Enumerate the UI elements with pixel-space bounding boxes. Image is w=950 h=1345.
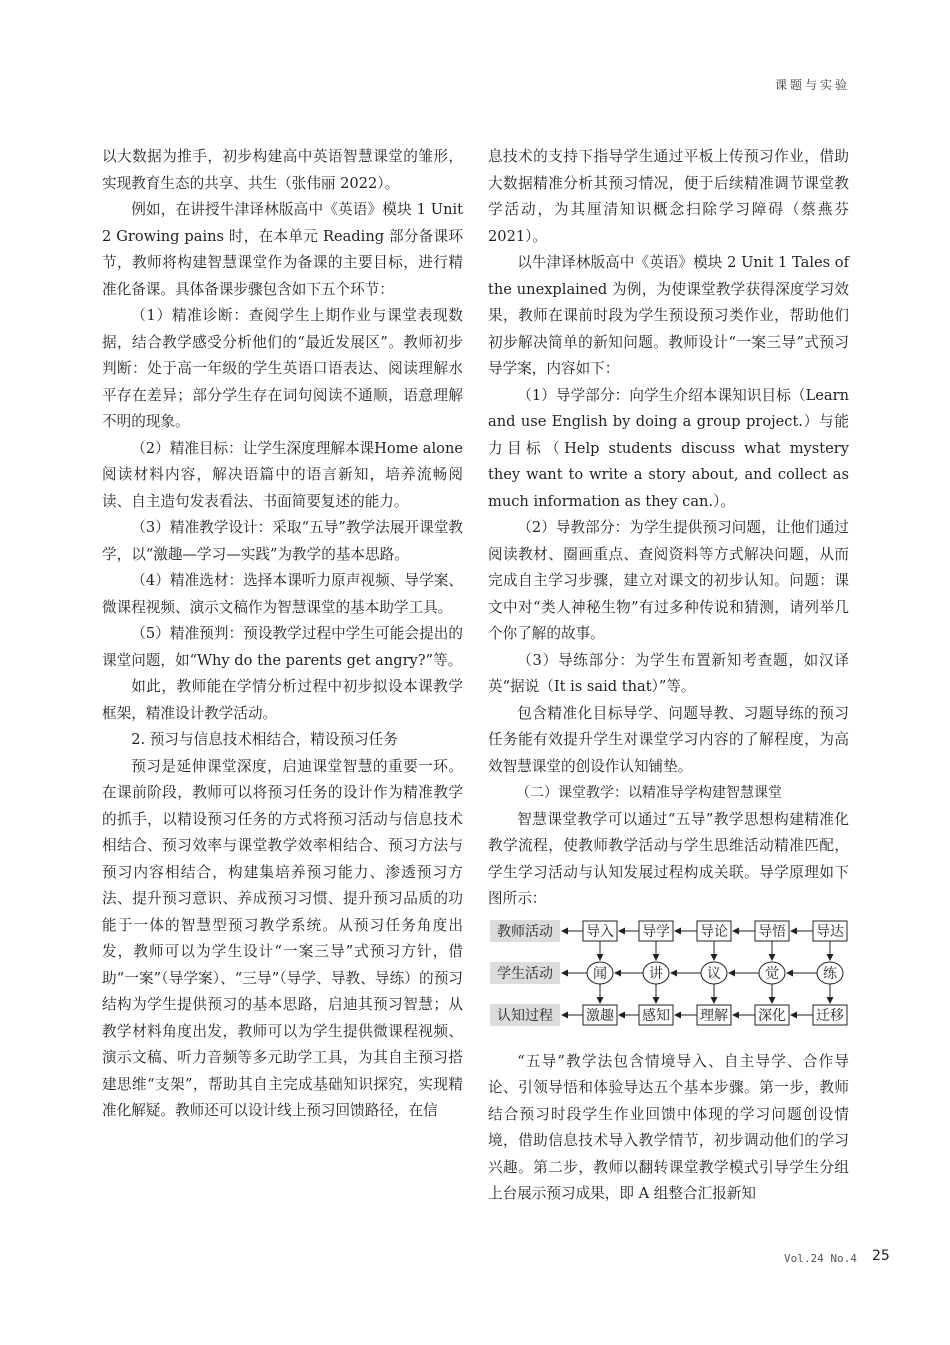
paragraph: （2）导教部分：为学生提供预习问题，让他们通过阅读教材、圈画重点、查阅资料等方式解决问题，从而完成自主学习步骤，建立对课文的初步认知。问题：课文中对“类人神秘生物”有过多种传说和猜测，请列举几个你了解的故事。	[488, 519, 849, 642]
paragraph: （2）精准目标：让学生深度理解本课Home alone 阅读材料内容，解决语篇中的语言新知，培养流畅阅读、自主造句发表看法、书面简要复述的能力。	[102, 439, 463, 510]
row-label: 学生活动	[497, 965, 553, 982]
paragraph: 智慧课堂教学可以通过“五导”教学思想构建精准化教学流程，使教师教学活动与学生思维活动精准匹配，学生学习活动与认知发展过程构成关联。导学原理如下图所示：	[488, 810, 849, 907]
page-number: 25	[872, 1248, 890, 1264]
paragraph: （1）导学部分：向学生介绍本课知识目标（Learn and use English by doing a group project.）与能力目标（Help students discuss what mystery they want to write a story about, and collect as much information as they can.）。	[488, 386, 849, 510]
paragraph: 以牛津译林版高中《英语》模块 2 Unit 1 Tales of the unexplained 为例，为使课堂教学获得深度学习效果，教师在课前时段为学生预设预习类作业，帮助他们初步解决简单的新知问题。教师设计“一案三导”式预习导学案，内容如下：	[488, 254, 849, 377]
node-label: 迁移	[816, 1007, 844, 1024]
left-column	[102, 144, 463, 1125]
node-label: 导达	[816, 923, 844, 940]
node-label: 导入	[586, 923, 614, 940]
node-label: 导悟	[758, 923, 786, 940]
section-header: 课题与实验	[774, 78, 850, 92]
paragraph: （3）精准教学设计：采取“五导”教学法展开课堂教学，以“激趣—学习—实践”为教学的基本思路。	[102, 519, 463, 563]
row-label: 教师活动	[497, 923, 553, 940]
volume-number: Vol.24 No.4	[784, 1252, 857, 1265]
right-column	[488, 144, 849, 1208]
node-label: 感知	[642, 1007, 670, 1024]
paragraph: “五导”教学法包含情境导入、自主导学、合作导论、引领导悟和体验导达五个基本步骤。第一步，教师结合预习时段学生作业回馈中体现的学习问题创设情境，借助信息技术导入教学情节，初步调动他们的学习兴趣。第二步，教师以翻转课堂教学模式引导学生分组上台展示预习成果，即 A 组整合汇报新知	[488, 1052, 849, 1202]
five-guide-diagram	[488, 919, 849, 1035]
paragraph: 如此，教师能在学情分析过程中初步拟设本课教学框架，精准设计教学活动。	[102, 678, 463, 722]
node-label: 练	[823, 965, 837, 982]
diagram-svg	[488, 919, 849, 1035]
node-label: 激趣	[586, 1007, 614, 1024]
subsection-heading: （二）课堂教学：以精准导学构建智慧课堂	[516, 785, 782, 801]
node-label: 觉	[765, 965, 779, 982]
node-label: 讲	[649, 965, 663, 982]
paragraph: 预习是延伸课堂深度，启迪课堂智慧的重要一环。在课前阶段，教师可以将预习任务的设计作为精准教学的抓手，以精设预习任务的方式将预习活动与信息技术相结合、预习效率与课堂教学效率相结合、预习方法与预习内容相结合，构建集培养预习能力、渗透预习方法、提升预习意识、养成预习习惯、提升预习品质的功能于一体的智慧型预习教学系统。从预习任务角度出发，教师可以为学生设计“一案三导”式预习方针，借助“一案”（导学案）、“三导”（导学、导教、导练）的预习结构为学生提供预习的基本思路，启迪其预习智慧；从教学材料角度出发，教师可以为学生提供微课程视频、演示文稿、听力音频等多元助学工具，为其自主预习搭建思维“支架”，帮助其自主完成基础知识探究，实现精准化解疑。教师还可以设计线上预习回馈路径，在信	[102, 757, 463, 1119]
row-label: 认知过程	[497, 1007, 553, 1024]
node-label: 导学	[642, 923, 670, 940]
paragraph: （4）精准选材：选择本课听力原声视频、导学案、微课程视频、演示文稿作为智慧课堂的基本助学工具。	[102, 572, 463, 616]
node-label: 导论	[700, 923, 728, 940]
section-heading: 2. 预习与信息技术相结合，精设预习任务	[131, 731, 398, 748]
paragraph: 以大数据为推手，初步构建高中英语智慧课堂的雏形，实现教育生态的共享、共生（张伟丽 2022）。	[102, 148, 463, 192]
paragraph: 包含精准化目标导学、问题导教、习题导练的预习任务能有效提升学生对课堂学习内容的了解程度，为高效智慧课堂的创设作认知铺垫。	[488, 704, 849, 775]
node-label: 理解	[700, 1007, 728, 1024]
paragraph: （1）精准诊断：查阅学生上期作业与课堂表现数据，结合教学感受分析他们的“最近发展区”。教师初步判断：处于高一年级的学生英语口语表达、阅读理解水平存在差异；部分学生存在词句阅读不通顺，语意理解不明的现象。	[102, 307, 463, 430]
node-label: 议	[707, 965, 721, 982]
paragraph: 例如，在讲授牛津译林版高中《英语》模块 1 Unit 2 Growing pains 时，在本单元 Reading 部分备课环节，教师将构建智慧课堂作为备课的主要目标，进行精准化备课。具体备课步骤包含如下五个环节：	[102, 201, 463, 298]
paragraph: 息技术的支持下指导学生通过平板上传预习作业，借助大数据精准分析其预习情况，便于后续精准调节课堂教学活动，为其厘清知识概念扫除学习障碍（蔡燕芬 2021）。	[488, 148, 849, 245]
node-label: 闻	[593, 965, 607, 982]
paragraph: （3）导练部分：为学生布置新知考查题，如汉译英“据说（It is said that）”等。	[488, 651, 849, 695]
paragraph: （5）精准预判：预设教学过程中学生可能会提出的课堂问题，如“Why do the parents get angry?”等。	[102, 625, 463, 669]
node-label: 深化	[758, 1007, 786, 1024]
